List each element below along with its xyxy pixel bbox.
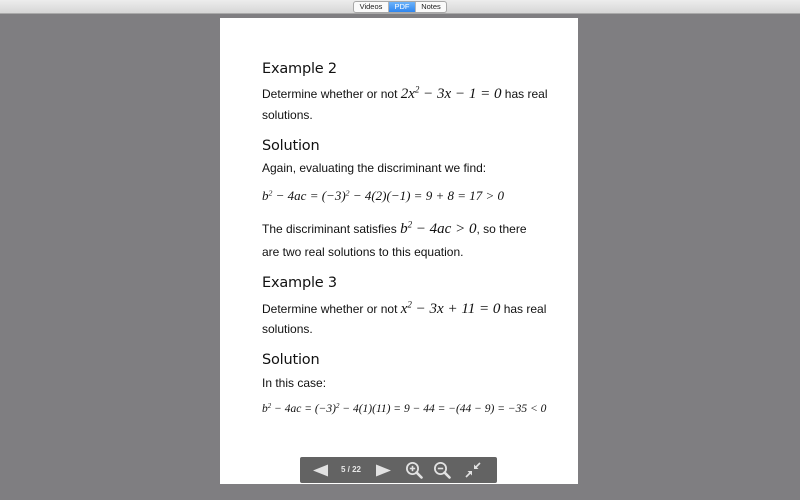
next-page-icon <box>375 464 392 477</box>
tab-notes[interactable]: Notes <box>421 2 441 11</box>
next-page-button[interactable] <box>371 457 395 483</box>
zoom-in-button[interactable] <box>402 457 426 483</box>
example-3-prompt <box>262 301 546 318</box>
solution-1-text: Again, evaluating the discriminant we find: <box>262 161 487 175</box>
solution-2-text: In this case: <box>262 376 327 390</box>
example-3-tail: has real <box>503 302 547 316</box>
example-3-intro: Determine whether or not <box>262 302 398 316</box>
example-2-prompt <box>262 86 548 103</box>
discriminant-conclusion: are two real solutions to this equation. <box>262 245 464 259</box>
example-2-tail-line: solutions. <box>262 108 313 122</box>
pdf-page <box>220 18 578 484</box>
tab-videos[interactable]: Videos <box>354 2 389 12</box>
page-indicator: 5 / 22 <box>340 465 361 474</box>
example-2-equation: $2x^2 - 3x - 1 = 0$ <box>400 84 502 102</box>
solution-1-equation: $b^2 - 4ac = (-3)^2 - 4(2)(-1) = 9 + 8 = 17 > 0$ <box>262 188 505 203</box>
previous-page-button[interactable] <box>308 457 332 483</box>
example-2-heading: Example 2 <box>262 61 337 77</box>
exit-fullscreen-button[interactable] <box>461 457 485 483</box>
pdf-toolbar <box>300 457 497 483</box>
discriminant-post: , so there <box>476 222 527 236</box>
solution-2-heading: Solution <box>262 352 320 368</box>
zoom-out-icon <box>433 461 451 479</box>
example-3-tail-line: solutions. <box>262 322 313 336</box>
view-switcher <box>353 1 447 13</box>
discriminant-pre: The discriminant satisfies <box>262 222 397 236</box>
zoom-out-button[interactable] <box>430 457 454 483</box>
example-3-equation: $x^2 - 3x + 11 = 0$ <box>400 299 501 317</box>
previous-page-icon <box>312 464 329 477</box>
solution-1-heading: Solution <box>262 138 320 154</box>
exit-fullscreen-icon <box>465 462 481 478</box>
solution-2-equation: $b^2 - 4ac = (-3)^2 - 4(1)(11) = 9 - 44 = -(44 - 9) = -35 < 0$ <box>262 402 547 415</box>
example-2-intro: Determine whether or not <box>262 87 398 101</box>
zoom-in-icon <box>405 461 423 479</box>
tab-pdf[interactable]: PDF <box>389 2 416 12</box>
discriminant-inequality: $b^2 - 4ac > 0$ <box>400 219 477 237</box>
example-3-heading: Example 3 <box>262 275 337 291</box>
example-2-tail: has real <box>504 87 548 101</box>
discriminant-statement <box>262 221 527 238</box>
top-bar <box>0 0 800 14</box>
